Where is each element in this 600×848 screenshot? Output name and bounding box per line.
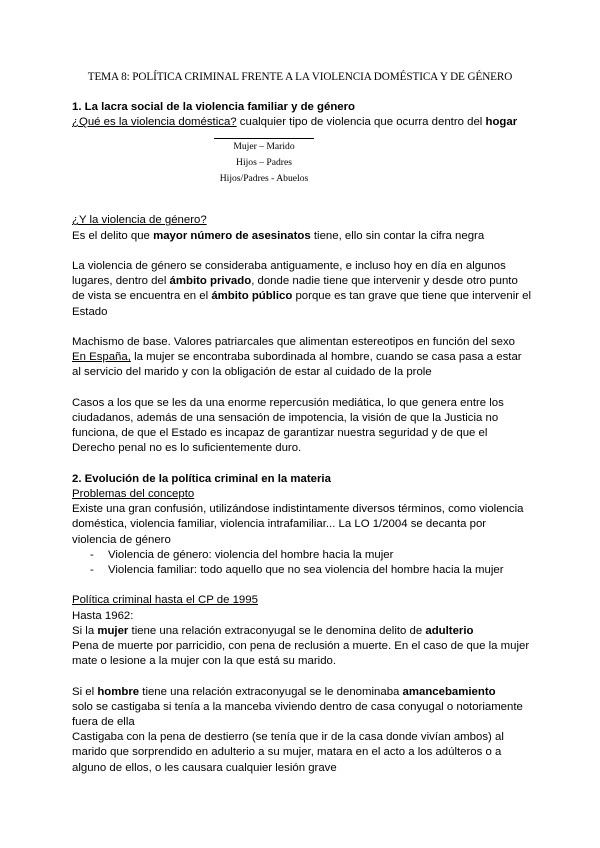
subheading-concept-problems: Problemas del concepto (72, 488, 195, 500)
list-item: - Violencia de género: violencia del hombre hacia la mujer (90, 548, 532, 563)
until-1962: Hasta 1962: (72, 609, 134, 622)
gender-violence-answer: Es el delito que mayor número de asesinatos tiene, ello sin contar la cifra negra (72, 229, 485, 242)
schema-line: Mujer – Marido (233, 141, 295, 153)
question-domestic-violence: ¿Qué es la violencia doméstica? cualquier tipo de violencia que ocurra dentro del hogar (72, 116, 518, 129)
schema-line: Hijos – Padres (236, 157, 292, 169)
definitions-list (90, 548, 532, 578)
document-title: TEMA 8: POLÍTICA CRIMINAL FRENTE A LA VIOLENCIA DOMÉSTICA Y DE GÉNERO (87, 71, 513, 83)
paragraph-machismo: Machismo de base. Valores patriarcales que alimentan estereotipos en función del sexo (72, 336, 516, 348)
paragraph-spain: En España, la mujer se encontraba subordinada al hombre, cuando se casa pasa a estar al servicio del marido y con la obligación de estar al cuidado de la prole (72, 351, 522, 379)
document-body (72, 100, 532, 776)
list-item: - Violencia familiar: todo aquello que no sea violencia del hombre hacia la mujer (90, 563, 532, 578)
paragraph-private-public: La violencia de género se consideraba antiguamente, e incluso hoy en día en algunos lugares, dentro del ámbito privado, donde nadie tiene que intervenir y desde otro punto de vista se encuentra en el ámbito público porque es tan grave que tiene que intervenir el Estado (72, 260, 532, 318)
paragraph-punishment-condition: solo se castigaba si tenía a la manceba viviendo dentro de casa conyugal o notoriamente fuera de ella (72, 700, 523, 729)
subheading-criminal-policy-1995: Política criminal hasta el CP de 1995 (72, 594, 258, 607)
paragraph-concubinage: Si el hombre tiene una relación extraconyugal se le denominaba amancebamiento (72, 685, 496, 698)
paragraph-exile: Castigaba con la pena de destierro (se tenía que ir de la casa donde vivían ambos) al marido que sorprendido en adulterio a su mujer, matara en el acto a los adúlteros o a alguno de ellos, o les causara cualquier lesión grave (72, 731, 504, 774)
paragraph-adultery: Si la mujer tiene una relación extraconyugal se le denomina delito de adulterio (72, 624, 474, 637)
paragraph-death-penalty: Pena de muerte por parricidio, con pena de reclusión a muerte. En el caso de que la mujer mate o lesione a la mujer con la que está su marido. (72, 640, 530, 668)
section-2-heading: 2. Evolución de la política criminal en la materia (72, 472, 331, 485)
paragraph-confusion: Existe una gran confusión, utilizándose indistintamente diversos términos, como violencia doméstica, violencia familiar, violencia intrafamiliar... La LO 1/2004 se decanta por violencia de género (72, 503, 524, 546)
section-1-heading: 1. La lacra social de la violencia familiar y de género (72, 101, 355, 113)
family-relations-schema (0, 138, 534, 187)
question-domestic-violence-link: ¿Qué es la violencia doméstica? (72, 116, 237, 129)
question-gender-violence: ¿Y la violencia de género? (72, 214, 207, 227)
schema-line: Hijos/Padres - Abuelos (219, 173, 309, 185)
paragraph-media: Casos a los que se les da una enorme repercusión mediática, lo que genera entre los ciudadanos, además de una sensación de impotencia, la visión de que la Justicia no funciona, de que el Estado es incapaz de garantizar nuestra seguridad y de que el Derecho penal no es lo suficientemente duro. (72, 396, 504, 455)
